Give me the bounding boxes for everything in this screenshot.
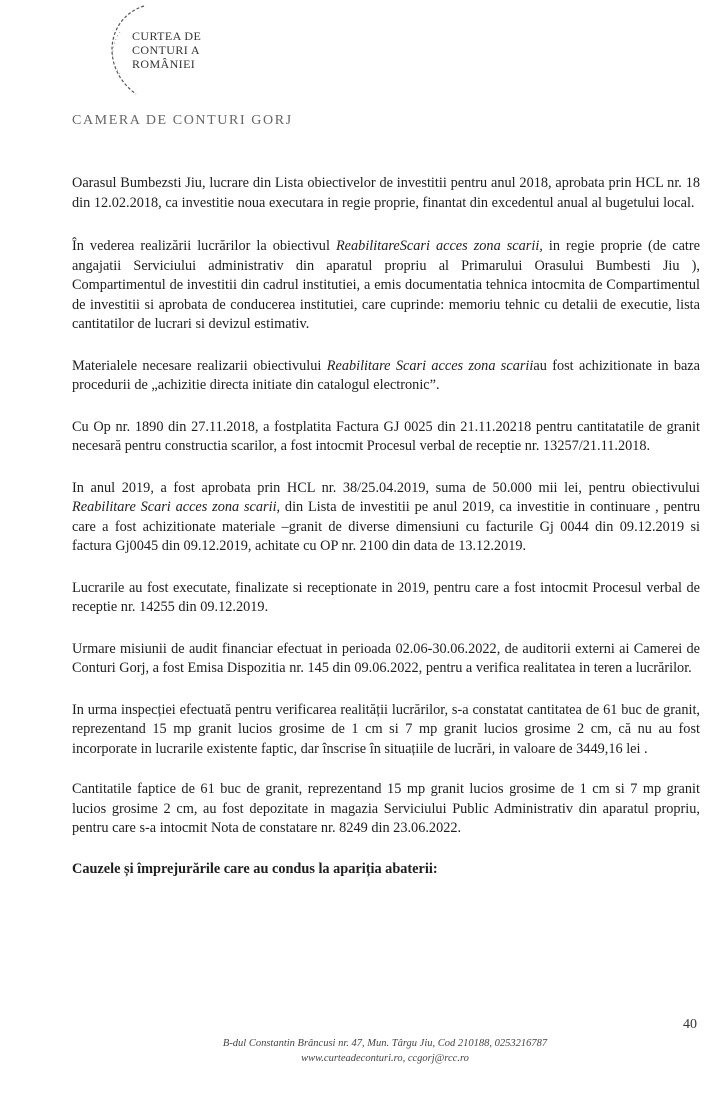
paragraph-italic-text: Reabilitare Scari acces zona scarii, [72, 499, 281, 515]
paragraph [72, 479, 700, 557]
paragraph-italic-text: Reabilitare Scari acces zona scarii [326, 357, 534, 374]
document-body [72, 152, 700, 879]
paragraph-text: Cu Op nr. 1890 din 27.11.2018, a fostplatita Factura GJ 0025 din 21.11.20218 pentru cantitatatile de granit necesară pentru constructia scarilor, a fost intocmit Procesul verbal de receptie nr. 13257/21.11.2018. [72, 418, 700, 454]
paragraph [72, 780, 700, 839]
paragraph-text: Cantitatile faptice de 61 buc de granit, reprezentand 15 mp granit lucios grosime de 1 cm si 7 mp granit lucios grosime 2 cm, au fost depozitate in magazia Serviciului Public Administrativ din aparatul propriu, pentru care s-a intocmit Nota de constatare nr. 8249 din 23.06.2022. [72, 781, 700, 836]
paragraph-text: Materialele necesare realizarii obiectivului [72, 357, 327, 374]
paragraph [72, 860, 700, 880]
chamber-name: CAMERA DE CONTURI GORJ [72, 113, 293, 128]
paragraph-text: din Lista de investitii pe anul 2019, ca investitie in continuare , pentru care a fost achizitionate materiale –granit de diverse dimensiuni cu facturile Gj 0044 din 09.12.2019 si factura Gj0045 din 09.12.2019, achitate cu OP nr. 2100 din data de 13.12.2019. [72, 499, 700, 554]
paragraph-text: in regie proprie (de catre angajatii Serviciului administrativ din aparatul propriu al Primarului Orasului Bumbesti Jiu ), Compartimentul de investitii din cadrul institutiei, a emis documentatia tehnica intocmita de Compartimentul de investitii si aprobata de conducerea institutiei, care cuprinde: memoriu tehnic cu detalii de executie, lista cantitatilor de lucrari si devizul estimativ. [72, 238, 700, 332]
paragraph [72, 357, 700, 396]
footer-address: B-dul Constantin Brâncusi nr. 47, Mun. Târgu Jiu, Cod 210188, 0253216787 [222, 1038, 548, 1049]
paragraph-text: Lucrarile au fost executate, finalizate si receptionate in 2019, pentru care a fost intocmit Procesul verbal de receptie nr. 14255 din 09.12.2019. [72, 579, 700, 615]
page-footer [150, 1036, 620, 1066]
paragraph-text: In anul 2019, a fost aprobata prin HCL nr. 38/25.04.2019, suma de 50.000 mii lei, pentru obiectivului [72, 479, 700, 496]
paragraph [72, 418, 700, 457]
paragraph-text: Oarasul Bumbezsti Jiu, lucrare din Lista obiectivelor de investitii pentru anul 2018, aprobata prin HCL nr. 18 din 12.02.2018, ca investitie noua executara in regie proprie, finantat din excedentul anual al bugetului local. [72, 175, 700, 211]
page-number: 40 [683, 1017, 697, 1032]
paragraph-italic-text: ReabilitareScari acces zona scarii, [335, 238, 543, 254]
paragraph [72, 579, 700, 618]
paragraph-text: au fost achizitionate in baza procedurii de „achizitie directa initiate din catalogul electronic”. [72, 357, 700, 393]
paragraph-text: In urma inspecției efectuată pentru verificarea realității lucrărilor, s-a constatat cantitatea de 61 buc de granit, reprezentand 15 mp granit lucios grosime de 1 cm si 7 mp granit lucios grosime 2 cm, că nu au fost incorporate in lucrarile existente faptic, dar înscrise în situațiile de lucrări, in valoare de 3449,16 lei . [72, 701, 700, 757]
paragraph-text: Cauzele și împrejurările care au condus la apariția abaterii: [72, 860, 438, 877]
institution-logo [96, 2, 246, 102]
logo-line-1: CURTEA DE [132, 29, 202, 43]
paragraph-text: În vederea realizării lucrărilor la obiectivul [72, 238, 336, 254]
footer-contact: www.curteadeconturi.ro, ccgorj@rcc.ro [301, 1053, 469, 1064]
logo-line-2: CONTURI A [132, 43, 200, 57]
logo-text [132, 29, 201, 71]
paragraph-text: Urmare misiunii de audit financiar efectuat in perioada 02.06-30.06.2022, de auditorii externi ai Camerei de Conturi Gorj, a fost Emisa Dispozitia nr. 145 din 09.06.2022, pentru a verifica realitatea in teren a lucrărilor. [72, 640, 700, 676]
paragraph [72, 174, 700, 213]
logo-line-3: ROMÂNIEI [132, 57, 196, 71]
paragraph [72, 701, 700, 760]
paragraph [72, 640, 700, 679]
paragraph [72, 237, 700, 335]
